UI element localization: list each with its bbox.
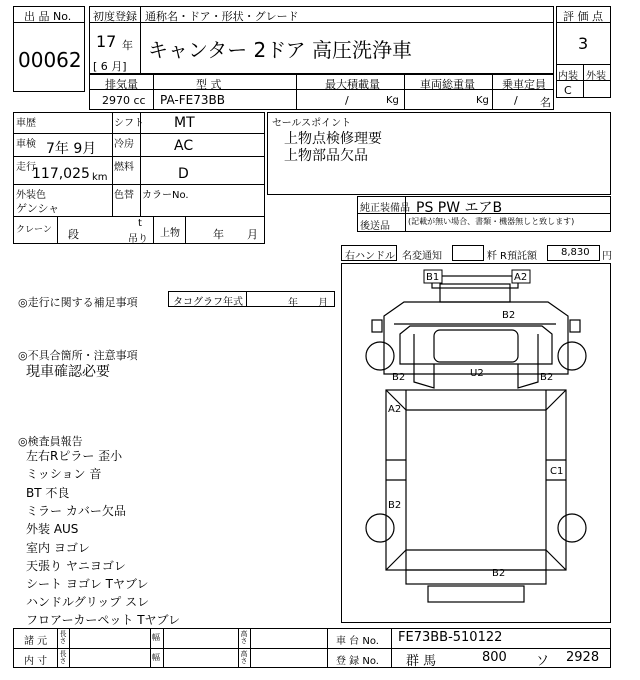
damage-mark-b2-bottom: B2 (492, 568, 506, 579)
defect-text: 現車確認必要 (26, 364, 110, 380)
tachograph-label: タコグラフ年式 (173, 297, 243, 308)
specs-label: 諸 元 (24, 636, 48, 647)
gross-weight-label: 車両総重量 (420, 78, 475, 91)
mount-month: 月 (247, 228, 258, 241)
registration-label: R預託額 (500, 251, 537, 262)
fuel-label: 燃料 (114, 162, 134, 173)
dim-width-label: 幅 (152, 633, 160, 642)
first-reg-year: 17 (96, 32, 117, 51)
capacity-unit: 名 (540, 96, 551, 109)
damage-mark-c1: C1 (550, 466, 564, 477)
truck-outline-diagram (342, 264, 610, 622)
inspector-line: ハンドルグリップ スレ (26, 595, 150, 609)
dim-width-label-2: 幅 (152, 653, 160, 662)
fuel-value: D (178, 166, 189, 182)
inspector-line: 左右Rピラー 歪小 (26, 449, 123, 463)
inspector-line: ミッション 音 (26, 467, 102, 481)
damage-mark-b1: B1 (426, 272, 440, 283)
registration-kana: ソ (536, 654, 550, 669)
damage-mark-a2-side: A2 (388, 404, 402, 415)
inspector-label: ◎検査員報告 (18, 435, 83, 448)
vehicle-diagram (341, 263, 611, 623)
interior-grade-label: 内装 (558, 71, 578, 82)
inspector-line: 外装 AUS (26, 522, 79, 536)
gross-weight-unit: Kg (476, 95, 489, 106)
inspector-line: ミラー カバー欠品 (26, 504, 126, 518)
mount-label: 上物 (160, 228, 180, 239)
lot-label: 出 品 No. (24, 10, 72, 23)
interior-grade-value: C (564, 84, 572, 97)
mount-year: 年 (213, 228, 224, 241)
color-change-label: 色替 (114, 190, 134, 201)
first-reg-year-unit: 年 (122, 39, 133, 52)
inspector-line: 天張り ヤニヨゴレ (26, 559, 126, 573)
max-load-value: / (345, 94, 349, 107)
color-value: ゲンシャ (16, 202, 60, 215)
color-no-label: カラーNo. (142, 190, 189, 201)
tachograph-month: 月 (318, 298, 328, 309)
registration-area: 群 馬 (406, 654, 437, 669)
equipment-value: PS PW エアB (416, 200, 503, 216)
dim-length-label: 長さ (59, 630, 67, 644)
exterior-grade-label: 外装 (586, 71, 606, 82)
shift-value: MT (174, 115, 195, 131)
grade-value: 3 (578, 34, 589, 53)
registration-unit: 円 (602, 251, 612, 262)
chassis-number: FE73BB-510122 (398, 630, 503, 645)
inspector-line: フロアーカーペット Tヤブレ (26, 613, 181, 627)
selling-points-label: セールスポイント (272, 118, 352, 129)
crane-ton: t (138, 218, 142, 229)
mileage-unit: km (92, 172, 108, 183)
damage-mark-b2-left: B2 (392, 372, 406, 383)
mileage-value: 117,025 (32, 166, 90, 182)
inspector-line: シート ヨゴレ Tヤブレ (26, 577, 149, 591)
interior-dim-label: 内 寸 (24, 656, 48, 667)
crane-stage: 段 (68, 228, 79, 241)
model-type-label: 型 式 (196, 78, 222, 91)
displacement-label: 排気量 (105, 78, 138, 91)
dim-height-label: 高さ (240, 630, 248, 644)
crane-label: クレーン (16, 225, 52, 235)
dim-height-label-2: 高さ (240, 650, 248, 664)
damage-mark-b2-right: B2 (540, 372, 554, 383)
capacity-label: 乗車定員 (502, 78, 546, 91)
registration-no-label: 登 録 No. (336, 656, 379, 667)
history-label: 車歴 (16, 118, 36, 129)
vehicle-name: キャンター 2ドア 高圧洗浄車 (148, 38, 413, 62)
first-reg-month: [ 6 月] (93, 60, 127, 73)
meter-change-label: 名変通知 (402, 251, 442, 262)
inspection-label: 車検 (16, 139, 36, 150)
model-type-value: PA-FE73BB (160, 93, 225, 107)
max-load-label: 最大積載量 (325, 78, 380, 91)
shift-label: シフト (114, 118, 144, 129)
aircon-value: AC (174, 138, 194, 154)
inspector-line: BT 不良 (26, 486, 70, 500)
damage-mark-b2-lower: B2 (388, 500, 402, 511)
odometer-unit: 粁 (487, 251, 497, 262)
equipment-label: 純正装備品 (360, 203, 410, 214)
capacity-value: / (514, 94, 518, 107)
driving-notes-label: ◎走行に関する補足事項 (18, 296, 138, 309)
damage-mark-b2-top: B2 (502, 310, 516, 321)
chassis-label: 車 台 No. (336, 636, 379, 647)
crane-hang: 吊り (128, 234, 148, 245)
registration-class: 800 (482, 650, 507, 665)
steering-value: 右ハンドル (345, 251, 395, 262)
selling-point-1: 上物点検修理要 (284, 131, 382, 147)
first-reg-label: 初度登録 (93, 10, 137, 23)
registration-amount: 8,830 (561, 247, 590, 258)
tachograph-year: 年 (288, 298, 298, 309)
selling-point-2: 上物部品欠品 (284, 148, 368, 164)
max-load-unit: Kg (386, 95, 399, 106)
registration-number: 2928 (566, 650, 600, 665)
dim-length-label-2: 長さ (59, 650, 67, 664)
inspection-value: 7年 9月 (46, 141, 97, 157)
aftermarket-label: 後送品 (360, 221, 390, 232)
defect-label: ◎不具合箇所・注意事項 (18, 349, 138, 362)
grade-label: 評 価 点 (563, 10, 603, 23)
mileage-label: 走行 (16, 162, 36, 173)
aircon-label: 冷房 (114, 139, 134, 150)
aftermarket-note: (記載が無い場合、書類・機器無しと致します) (408, 217, 575, 226)
model-label: 通称名・ドア・形状・グレード (145, 10, 299, 23)
displacement-value: 2970 cc (102, 94, 146, 107)
inspector-line: 室内 ヨゴレ (26, 541, 90, 555)
damage-mark-u2: U2 (470, 368, 484, 379)
lot-number: 00062 (18, 48, 82, 72)
color-label: 外装色 (16, 190, 46, 201)
damage-mark-a2-top: A2 (514, 272, 528, 283)
meter-change-box (452, 245, 484, 261)
